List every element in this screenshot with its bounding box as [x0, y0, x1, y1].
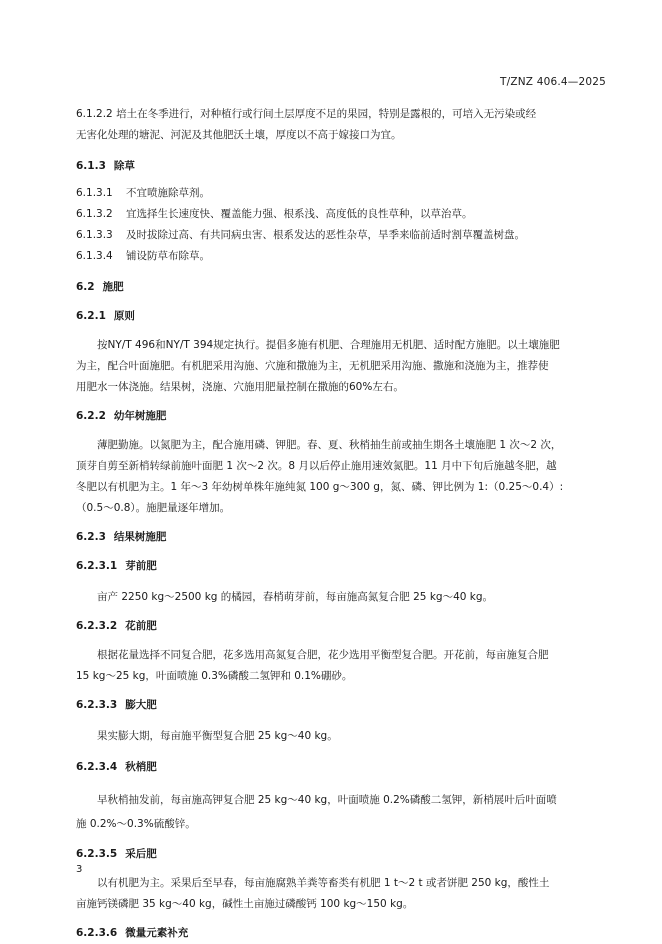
paragraph-line: 按NY/T 496和NY/T 394规定执行。提倡多施有机肥、合理施用无机肥、适时配方施肥。以土壤施肥 — [97, 339, 560, 351]
heading-6-2-2 — [76, 406, 606, 427]
paragraph-6-2-1 — [76, 335, 606, 398]
page-number: 3 — [76, 864, 83, 875]
paragraph-line: 用肥水一体浇施。结果树，浇施、穴施用肥量控制在撒施的60%左右。 — [76, 381, 404, 393]
heading-number: 6.2.3 — [76, 531, 106, 543]
heading-title: 采后肥 — [125, 848, 157, 860]
paragraph-6-2-3-4 — [76, 788, 606, 836]
paragraph-line: 6.1.2.2 培土在冬季进行，对种植行或行间土层厚度不足的果园，特别是露根的，可培入无污染或经 — [76, 108, 537, 120]
heading-title: 除草 — [113, 160, 135, 172]
paragraph-6-2-2 — [76, 435, 606, 519]
clause-text: 宜选择生长速度快、覆盖能力强、根系浅、高度低的良性草种，以草治草。 — [126, 208, 473, 220]
heading-title: 秋梢肥 — [125, 761, 157, 773]
heading-6-2-3-3 — [76, 695, 606, 716]
paragraph-line: 亩施钙镁磷肥 35 kg～40 kg，碱性土亩施过磷酸钙 100 kg～150 kg。 — [76, 898, 414, 910]
clause-number: 6.1.3.4 — [76, 250, 113, 262]
heading-6-2-3-5 — [76, 844, 606, 865]
clause-list-6-1-3 — [76, 183, 606, 267]
paragraph-line: 15 kg～25 kg，叶面喷施 0.3%磷酸二氢钾和 0.1%硼砂。 — [76, 670, 353, 682]
heading-6-2-1 — [76, 306, 606, 327]
paragraph-6-2-3-2 — [76, 645, 606, 687]
paragraph-line: 无害化处理的塘泥、河泥及其他肥沃土壤，厚度以不高于嫁接口为宜。 — [76, 129, 402, 141]
paragraph-line: 以有机肥为主。采果后至早春，每亩施腐熟羊粪等畜类有机肥 1 t～2 t 或者饼肥 250 kg，酸性土 — [97, 877, 550, 889]
heading-number: 6.2.1 — [76, 310, 106, 322]
clause-number: 6.1.3.3 — [76, 229, 113, 241]
paragraph-line: 果实膨大期，每亩施平衡型复合肥 25 kg～40 kg。 — [97, 730, 338, 742]
clause-text: 及时拔除过高、有共同病虫害、根系发达的恶性杂草，旱季来临前适时割草覆盖树盘。 — [126, 229, 525, 241]
clause-6-1-3-1 — [76, 183, 606, 204]
document-id: T/ZNZ 406.4—2025 — [499, 76, 606, 88]
clause-number: 6.1.3.1 — [76, 187, 113, 199]
heading-6-2-3-1 — [76, 556, 606, 577]
clause-number: 6.1.3.2 — [76, 208, 113, 220]
paragraph-line: 早秋梢抽发前，每亩施高钾复合肥 25 kg～40 kg，叶面喷施 0.2%磷酸二氢钾，新梢展叶后叶面喷 — [97, 794, 557, 806]
heading-number: 6.2.3.6 — [76, 927, 118, 939]
heading-title: 原则 — [113, 310, 135, 322]
paragraph-line: 根据花量选择不同复合肥，花多选用高氮复合肥，花少选用平衡型复合肥。开花前，每亩施复合肥 — [97, 649, 549, 661]
paragraph-line: 冬肥以有机肥为主。1 年～3 年幼树单株年施纯氮 100 g～300 g，氮、磷、钾比例为 1:（0.25～0.4）: — [76, 481, 564, 493]
heading-title: 膨大肥 — [125, 699, 157, 711]
paragraph-line: 顶芽自剪至新梢转绿前施叶面肥 1 次～2 次。8 月以后停止施用速效氮肥。11 月中下旬后施越冬肥，越 — [76, 460, 557, 472]
paragraph-line: 薄肥勤施。以氮肥为主，配合施用磷、钾肥。春、夏、秋梢抽生前或抽生期各土壤施肥 1 次～2 次， — [97, 439, 562, 451]
heading-title: 施肥 — [102, 281, 124, 293]
paragraph-6-2-3-3 — [76, 726, 606, 747]
paragraph-6-2-3-1 — [76, 587, 606, 608]
page-body — [76, 104, 606, 944]
clause-6-1-2-2 — [76, 104, 606, 146]
paragraph-line: 施 0.2%～0.3%硫酸锌。 — [76, 818, 196, 830]
heading-number: 6.2.3.2 — [76, 620, 118, 632]
heading-number: 6.2.3.4 — [76, 761, 118, 773]
clause-6-1-3-3 — [76, 225, 606, 246]
clause-text: 不宜喷施除草剂。 — [126, 187, 210, 199]
heading-title: 微量元素补充 — [125, 927, 189, 939]
paragraph-line: 为主，配合叶面施肥。有机肥采用沟施、穴施和撒施为主，无机肥采用沟施、撒施和浇施为主，推荐使 — [76, 360, 549, 372]
heading-6-2-3-2 — [76, 616, 606, 637]
clause-text: 铺设防草布除草。 — [126, 250, 210, 262]
heading-title: 结果树施肥 — [113, 531, 167, 543]
heading-number: 6.2.3.1 — [76, 560, 118, 572]
clause-6-1-3-2 — [76, 204, 606, 225]
heading-number: 6.2.2 — [76, 410, 106, 422]
heading-title: 芽前肥 — [125, 560, 157, 572]
heading-6-2 — [76, 277, 606, 298]
heading-title: 花前肥 — [125, 620, 157, 632]
heading-6-1-3 — [76, 156, 606, 177]
paragraph-line: （0.5～0.8）。施肥量逐年增加。 — [76, 502, 231, 514]
heading-6-2-3-4 — [76, 757, 606, 778]
heading-number: 6.2.3.3 — [76, 699, 118, 711]
heading-title: 幼年树施肥 — [113, 410, 167, 422]
paragraph-line: 亩产 2250 kg～2500 kg 的橘园，春梢萌芽前，每亩施高氮复合肥 25 kg～40 kg。 — [97, 591, 494, 603]
heading-6-2-3-6 — [76, 923, 606, 944]
heading-number: 6.1.3 — [76, 160, 106, 172]
heading-number: 6.2 — [76, 281, 95, 293]
heading-number: 6.2.3.5 — [76, 848, 118, 860]
paragraph-6-2-3-5 — [76, 873, 606, 915]
heading-6-2-3 — [76, 527, 606, 548]
clause-6-1-3-4 — [76, 246, 606, 267]
